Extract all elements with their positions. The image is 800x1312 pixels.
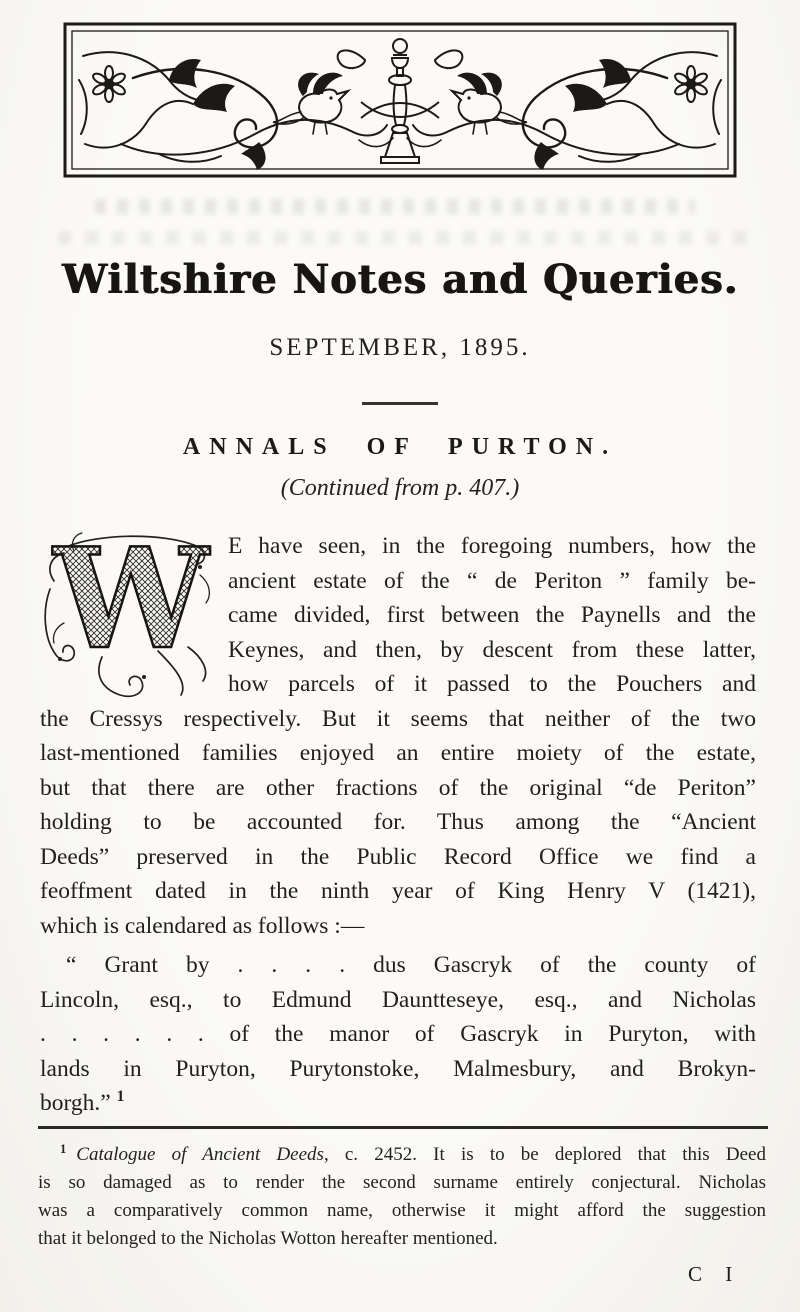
paragraph-opening [40,529,756,943]
footnote-text: , c. 2452. It is to be deplored that this Deed [323,1144,766,1165]
text-line: E have seen, in the foregoing numbers, how the [228,533,756,559]
footnote-rule [38,1126,768,1129]
floral-headpiece-ornament-icon [63,22,737,178]
text-line: the Cressys respectively. But it seems that neither of the two [40,705,756,732]
drop-cap-letter: W [53,531,209,680]
show-through-ghost-text [95,199,695,214]
text-line: last-mentioned families enjoyed an entire moiety of the estate, [40,740,756,766]
quote-last-words: borgh.” [40,1090,111,1116]
text-line: Deeds” preserved in the Public Record Office we find a [40,843,756,870]
footnote-reference: 1 [116,1088,125,1106]
footnote-line: that it belonged to the Nicholas Wotton hereafter mentioned. [38,1228,498,1249]
text-line: which is calendared as follows :— [40,912,365,939]
footnote-line [38,1141,766,1169]
paragraph-deed-quote [40,948,756,1121]
text-line: holding to be accounted for. Thus among the “Ancient [40,809,756,835]
footnote-line: was a comparatively common name, otherwise it might afford the suggestion [38,1200,766,1221]
signature-mark: C I [688,1262,734,1286]
journal-title: Wiltshire Notes and Queries. [61,256,739,303]
text-line [40,1086,756,1121]
article-title: ANNALS OF PURTON. [182,434,618,460]
footnote [38,1141,766,1253]
show-through-ghost-text [58,231,748,245]
text-line: . . . . . . of the manor of Gascryk in Puryton, with [40,1021,756,1047]
text-line: ancient estate of the “ de Periton ” family be- [228,567,756,594]
text-line: but that there are other fractions of the original “de Periton” [40,774,756,801]
footnote-line: is so damaged as to render the second surname entirely conjectural. Nicholas [38,1172,766,1193]
issue-date: SEPTEMBER, 1895. [269,334,531,361]
ornamental-drop-cap [40,531,228,701]
text-line: feoffment dated in the ninth year of King Henry V (1421), [40,878,756,904]
text-line: Keynes, and then, by descent from these latter, [228,636,756,663]
text-line: came divided, first between the Paynells and the [228,602,756,628]
text-line: Lincoln, esq., to Edmund Dauntteseye, esq., and Nicholas [40,986,756,1013]
text-line: how parcels of it passed to the Pouchers and [228,671,756,697]
text-line: lands in Puryton, Purytonstoke, Malmesbury, and Brokyn- [40,1055,756,1082]
text-line: “ Grant by . . . . dus Gascryk of the county of [66,952,756,978]
footnote-marker: 1 [60,1141,67,1156]
article-body [40,529,756,1121]
footnote-source-title: Catalogue of Ancient Deeds [76,1144,324,1165]
section-divider-rule [362,402,438,405]
article-continuation-note: (Continued from p. 407.) [280,475,520,501]
